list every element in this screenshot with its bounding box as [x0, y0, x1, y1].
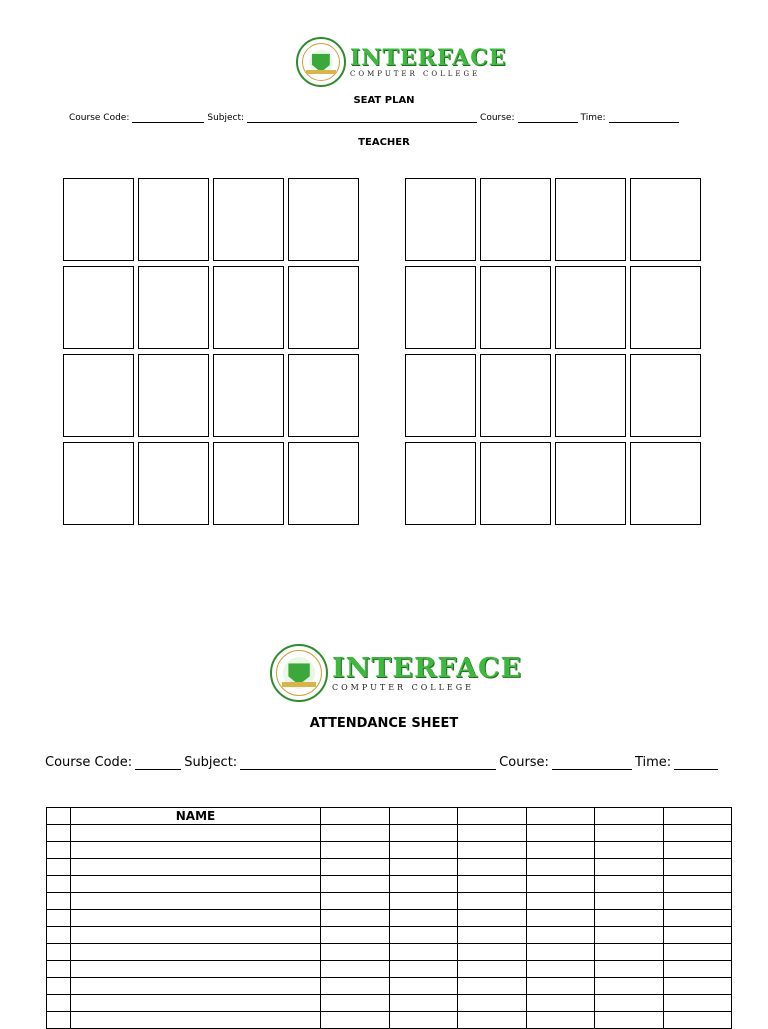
attendance-cell	[663, 961, 732, 978]
name-cell	[71, 944, 321, 961]
attendance-cell	[389, 978, 458, 995]
name-cell	[71, 859, 321, 876]
attendance-cell	[663, 978, 732, 995]
attendance-cell	[595, 944, 664, 961]
attendance-cell	[389, 825, 458, 842]
table-row	[47, 825, 732, 842]
attendance-cell	[321, 944, 390, 961]
subject-blank[interactable]	[240, 769, 496, 770]
subject-label: Subject:	[184, 755, 238, 770]
seat-box	[630, 178, 701, 261]
attendance-cell	[595, 910, 664, 927]
attendance-cell	[526, 1012, 595, 1029]
attendance-cell	[663, 842, 732, 859]
table-row	[47, 859, 732, 876]
attendance-cell	[526, 842, 595, 859]
attendance-cell	[458, 995, 527, 1012]
attendance-cell	[389, 944, 458, 961]
attendance-cell	[663, 876, 732, 893]
table-header-row	[47, 808, 732, 825]
row-number-cell	[47, 1012, 71, 1029]
table-row	[47, 893, 732, 910]
college-seal-icon	[296, 37, 346, 87]
row-number-cell	[47, 927, 71, 944]
attendance-cell	[458, 842, 527, 859]
attendance-cell	[595, 859, 664, 876]
attendance-cell	[458, 876, 527, 893]
attendance-cell	[458, 859, 527, 876]
attendance-cell	[389, 893, 458, 910]
attendance-cell	[526, 978, 595, 995]
attendance-cell	[526, 961, 595, 978]
name-cell	[71, 842, 321, 859]
row-number-cell	[47, 825, 71, 842]
seat-box	[480, 354, 551, 437]
attendance-cell	[663, 944, 732, 961]
seat-box	[213, 354, 284, 437]
seat-box	[555, 354, 626, 437]
seat-box	[288, 266, 359, 349]
attendance-cell	[663, 1012, 732, 1029]
attendance-cell	[389, 1012, 458, 1029]
seat-box	[555, 178, 626, 261]
attendance-cell	[389, 927, 458, 944]
course-blank[interactable]	[518, 122, 578, 123]
attendance-cell	[595, 995, 664, 1012]
seat-box	[405, 178, 476, 261]
attendance-title: ATTENDANCE SHEET	[309, 716, 459, 731]
college-name: INTERFACE	[332, 652, 523, 684]
subject-label: Subject:	[207, 113, 245, 123]
seat-box	[213, 442, 284, 525]
name-cell	[71, 1012, 321, 1029]
row-number-cell	[47, 859, 71, 876]
row-number-cell	[47, 944, 71, 961]
attendance-cell	[389, 961, 458, 978]
course-code-label: Course Code:	[45, 755, 133, 770]
seat-box	[555, 266, 626, 349]
table-row	[47, 1012, 732, 1029]
row-number-cell	[47, 961, 71, 978]
seat-box	[405, 354, 476, 437]
attendance-cell	[526, 927, 595, 944]
seat-box	[138, 354, 209, 437]
attendance-cell	[526, 944, 595, 961]
table-row	[47, 876, 732, 893]
attendance-cell	[526, 808, 595, 825]
seat-box	[138, 442, 209, 525]
attendance-cell	[321, 859, 390, 876]
seat-box	[63, 178, 134, 261]
row-number-cell	[47, 995, 71, 1012]
attendance-cell	[321, 842, 390, 859]
seat-box	[138, 266, 209, 349]
time-blank[interactable]	[674, 769, 718, 770]
attendance-cell	[526, 876, 595, 893]
course-code-blank[interactable]	[132, 122, 204, 123]
table-row	[47, 944, 732, 961]
name-cell	[71, 978, 321, 995]
row-number-cell	[47, 978, 71, 995]
attendance-cell	[389, 859, 458, 876]
attendance-cell	[458, 927, 527, 944]
attendance-cell	[321, 995, 390, 1012]
seat-plan-logo	[296, 37, 507, 87]
attendance-cell	[595, 927, 664, 944]
name-cell	[71, 825, 321, 842]
attendance-cell	[321, 910, 390, 927]
attendance-cell	[458, 910, 527, 927]
attendance-cell	[595, 825, 664, 842]
seat-box	[630, 354, 701, 437]
attendance-cell	[663, 859, 732, 876]
seat-box	[630, 442, 701, 525]
seat-box	[288, 442, 359, 525]
attendance-table	[46, 807, 732, 1029]
attendance-cell	[321, 825, 390, 842]
attendance-cell	[458, 893, 527, 910]
course-code-label: Course Code:	[69, 113, 130, 123]
row-number-cell	[47, 893, 71, 910]
attendance-fields	[45, 752, 721, 770]
college-subtitle: COMPUTER COLLEGE	[350, 69, 481, 78]
seat-box	[480, 178, 551, 261]
row-number-cell	[47, 842, 71, 859]
table-row	[47, 842, 732, 859]
seat-box	[480, 442, 551, 525]
attendance-cell	[389, 910, 458, 927]
seat-box	[555, 442, 626, 525]
row-number-cell	[47, 876, 71, 893]
seat-box	[63, 354, 134, 437]
attendance-cell	[595, 808, 664, 825]
attendance-cell	[458, 961, 527, 978]
attendance-cell	[663, 825, 732, 842]
seat-box	[288, 354, 359, 437]
attendance-cell	[458, 944, 527, 961]
attendance-cell	[663, 995, 732, 1012]
attendance-cell	[595, 978, 664, 995]
seat-plan-title: SEAT PLAN	[353, 95, 415, 106]
college-name: INTERFACE	[350, 44, 507, 71]
seat-box	[288, 178, 359, 261]
attendance-cell	[595, 1012, 664, 1029]
seat-box	[213, 178, 284, 261]
attendance-cell	[389, 808, 458, 825]
attendance-cell	[389, 995, 458, 1012]
course-blank[interactable]	[552, 769, 632, 770]
course-label: Course:	[480, 113, 515, 123]
attendance-cell	[526, 910, 595, 927]
seat-box	[630, 266, 701, 349]
attendance-cell	[663, 927, 732, 944]
college-subtitle: COMPUTER COLLEGE	[332, 682, 474, 692]
subject-blank[interactable]	[247, 122, 477, 123]
attendance-cell	[595, 842, 664, 859]
attendance-cell	[458, 1012, 527, 1029]
time-blank[interactable]	[609, 122, 679, 123]
table-row	[47, 995, 732, 1012]
time-label: Time:	[580, 113, 606, 123]
attendance-cell	[595, 961, 664, 978]
table-row	[47, 927, 732, 944]
attendance-cell	[321, 927, 390, 944]
course-label: Course:	[499, 755, 549, 770]
seat-box	[63, 266, 134, 349]
time-label: Time:	[634, 755, 672, 770]
name-cell	[71, 910, 321, 927]
seat-plan-fields	[69, 109, 682, 123]
seat-box	[213, 266, 284, 349]
table-row	[47, 961, 732, 978]
attendance-cell	[526, 995, 595, 1012]
attendance-cell	[458, 808, 527, 825]
attendance-cell	[321, 961, 390, 978]
seat-box	[480, 266, 551, 349]
attendance-cell	[526, 825, 595, 842]
attendance-cell	[663, 893, 732, 910]
attendance-cell	[321, 978, 390, 995]
table-row	[47, 978, 732, 995]
table-row	[47, 910, 732, 927]
row-number-cell	[47, 808, 71, 825]
seat-box	[405, 266, 476, 349]
seat-box	[405, 442, 476, 525]
name-cell	[71, 995, 321, 1012]
attendance-cell	[389, 842, 458, 859]
name-cell	[71, 961, 321, 978]
seat-box	[63, 442, 134, 525]
seat-box	[138, 178, 209, 261]
attendance-cell	[321, 876, 390, 893]
attendance-cell	[526, 893, 595, 910]
course-code-blank[interactable]	[135, 769, 181, 770]
name-cell	[71, 927, 321, 944]
teacher-label: TEACHER	[358, 137, 410, 148]
attendance-cell	[595, 876, 664, 893]
attendance-cell	[389, 876, 458, 893]
college-seal-icon	[270, 644, 328, 702]
attendance-cell	[663, 808, 732, 825]
attendance-cell	[458, 825, 527, 842]
attendance-cell	[663, 910, 732, 927]
attendance-cell	[526, 859, 595, 876]
name-column-header: NAME	[71, 808, 321, 825]
attendance-cell	[595, 893, 664, 910]
attendance-cell	[321, 893, 390, 910]
attendance-cell	[321, 808, 390, 825]
name-cell	[71, 876, 321, 893]
attendance-cell	[458, 978, 527, 995]
attendance-logo	[270, 644, 522, 702]
row-number-cell	[47, 910, 71, 927]
attendance-cell	[321, 1012, 390, 1029]
name-cell	[71, 893, 321, 910]
